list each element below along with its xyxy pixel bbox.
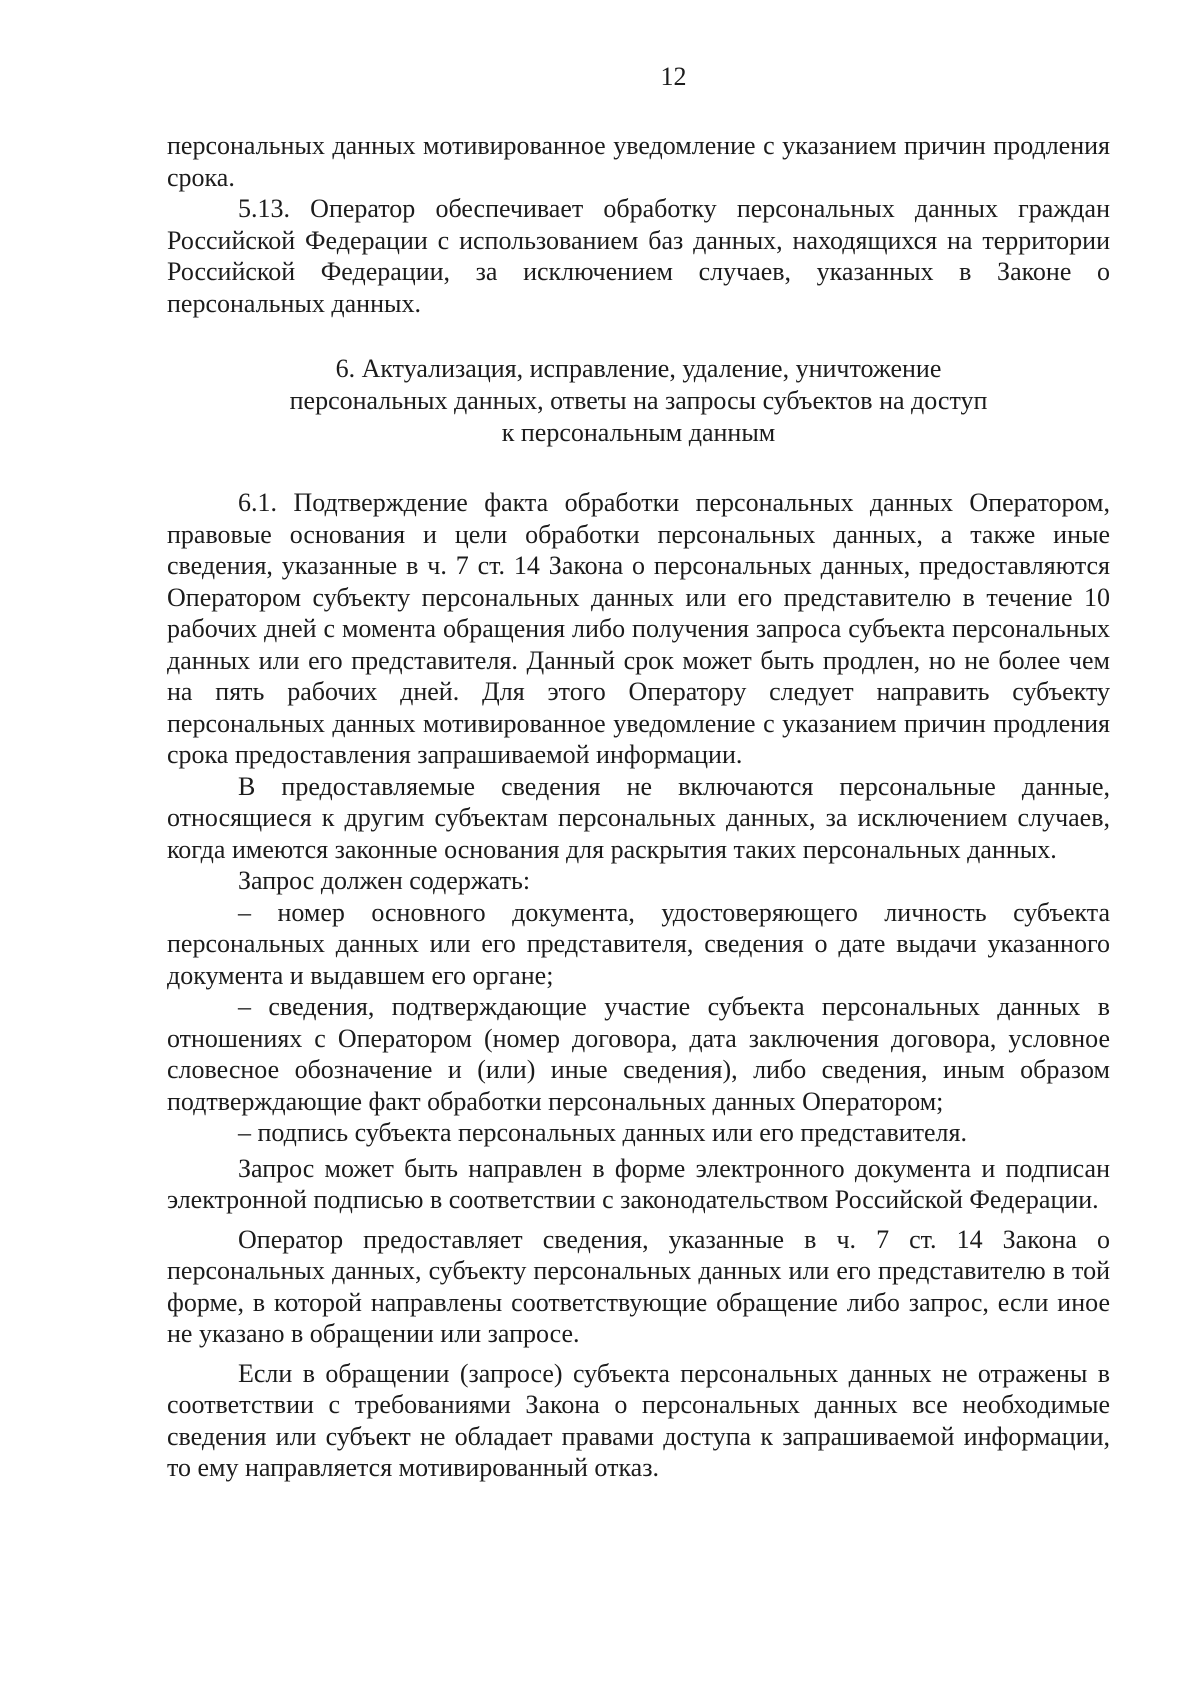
exclusion-paragraph: В предоставляемые сведения не включаются персональные данные, относящиеся к другим субъектам персональных данных, за исключением случаев, когда имеются законные основания для раскрытия таких персональных данных. <box>167 771 1110 864</box>
body-text <box>167 130 1110 1484</box>
electronic-request-paragraph: Запрос может быть направлен в форме электронного документа и подписан электронной подписью в соответствии с законодательством Российской Федерации. <box>167 1153 1110 1214</box>
clause-5-13: 5.13. Оператор обеспечивает обработку персональных данных граждан Российской Федерации с использованием баз данных, находящихся на территории Российской Федерации, за исключением случаев, указанных в Законе о персональных данных. <box>167 194 1110 318</box>
list-item: – сведения, подтверждающие участие субъекта персональных данных в отношениях с Оператором (номер договора, дата заключения договора, условное словесное обозначение и (или) иные сведения), либо сведения, иным образом подтверждающие факт обработки персональных данных Оператором; <box>167 992 1110 1116</box>
page-number: 12 <box>660 62 687 91</box>
section-6-heading <box>167 353 1110 449</box>
heading-line-1: 6. Актуализация, исправление, удаление, уничтожение <box>335 354 942 383</box>
list-item: – номер основного документа, удостоверяющего личность субъекта персональных данных или его представителя, сведения о дате выдачи указанного документа и выдавшем его органе; <box>167 897 1110 990</box>
list-item: – подпись субъекта персональных данных или его представителя. <box>238 1118 967 1147</box>
heading-line-3: к персональным данным <box>501 418 776 447</box>
refusal-paragraph: Если в обращении (запросе) субъекта персональных данных не отражены в соответствии с требованиями Закона о персональных данных все необходимые сведения или субъект не обладает правами доступа к запрашиваемой информации, то ему направляется мотивированный отказ. <box>167 1358 1110 1482</box>
heading-line-2: персональных данных, ответы на запросы субъектов на доступ <box>289 386 988 415</box>
request-contents-intro: Запрос должен содержать: <box>238 866 531 895</box>
provision-form-paragraph: Оператор предоставляет сведения, указанные в ч. 7 ст. 14 Закона о персональных данных, субъекту персональных данных или его представителю в той форме, в которой направлены соответствующие обращение либо запрос, если иное не указано в обращении или запросе. <box>167 1224 1110 1348</box>
clause-6-1: 6.1. Подтверждение факта обработки персональных данных Оператором, правовые основания и цели обработки персональных данных, а также иные сведения, указанные в ч. 7 ст. 14 Закона о персональных данных, предоставляются Оператором субъекту персональных данных или его представителю в течение 10 рабочих дней с момента обращения либо получения запроса субъекта персональных данных или его представителя. Данный срок может быть продлен, но не более чем на пять рабочих дней. Для этого Оператору следует направить субъекту персональных данных мотивированное уведомление с указанием причин продления срока предоставления запрашиваемой информации. <box>167 488 1110 769</box>
continued-paragraph: персональных данных мотивированное уведомление с указанием причин продления срока. <box>167 131 1110 192</box>
